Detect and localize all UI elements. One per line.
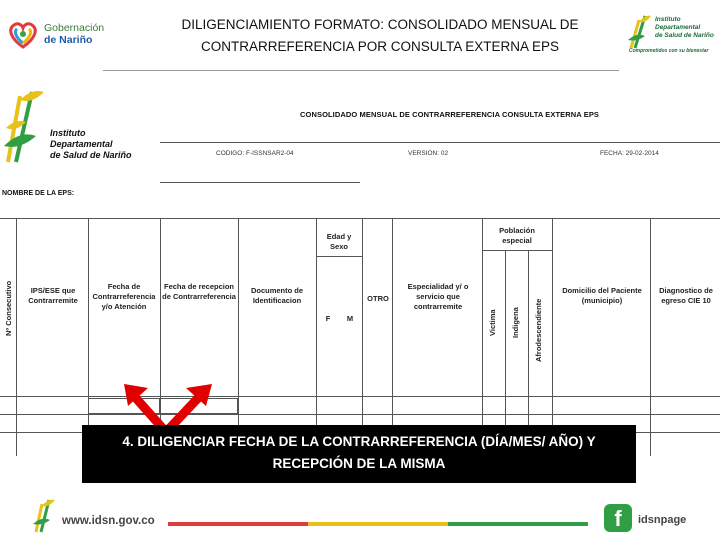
gobernacion-line2: de Nariño <box>44 34 93 46</box>
col-domicilio: Domicilio del Paciente (municipio) <box>562 286 642 305</box>
table-rule <box>0 218 720 219</box>
instruction-line-1: 4. DILIGENCIAR FECHA DE LA CONTRARREFERENCIA (DÍA/MES/ AÑO) Y <box>122 434 596 449</box>
table-col-line <box>552 218 553 456</box>
idsn-line2: Departamental <box>655 24 701 31</box>
form-logo-line3: de Salud de Nariño <box>50 150 132 160</box>
table-col-line <box>238 218 239 456</box>
facebook-icon[interactable]: f <box>604 504 632 532</box>
heart-logo-icon <box>6 17 40 51</box>
footer <box>0 492 720 540</box>
wheat-logo-icon <box>625 10 659 50</box>
idsn-text <box>655 16 714 40</box>
col-ips: IPS/ESE que Contrarremite <box>28 286 78 305</box>
facebook-page-label[interactable]: idsnpage <box>638 514 687 526</box>
col-especialidad: Especialidad y/ o servicio que contrarremite <box>407 282 469 311</box>
gobernacion-line1: Gobernación <box>44 22 105 34</box>
col-consecutivo: Nº Consecutivo <box>4 280 13 336</box>
col-fecha-contrarreferencia: Fecha de Contrarreferencia y/o Atención <box>92 282 156 311</box>
form-image <box>0 88 720 456</box>
col-victima: Victima <box>488 309 497 336</box>
col-otro: OTRO <box>367 294 389 303</box>
form-rule <box>160 142 720 143</box>
footer-bar <box>308 522 448 526</box>
gobernacion-logo <box>6 14 116 54</box>
form-date: FECHA: 29-02-2014 <box>600 150 659 157</box>
table-rule <box>0 414 720 415</box>
col-sexo-f: F <box>325 314 331 323</box>
table-col-line <box>482 218 483 456</box>
table-rule <box>482 250 552 251</box>
page-title <box>150 14 610 58</box>
idsn-slogan: Comprometidos con su bienestar <box>629 48 709 54</box>
table-rule <box>0 396 720 397</box>
col-sexo-m: M <box>346 314 354 323</box>
wheat-logo-icon <box>2 88 50 164</box>
footer-bar <box>448 522 588 526</box>
col-documento: Documento de Identificacion <box>250 286 304 305</box>
table-rule <box>316 256 362 257</box>
form-version: VERSION: 02 <box>408 150 449 157</box>
col-diagnostico: Diagnostico de egreso CIE 10 <box>659 286 713 305</box>
form-logo <box>2 88 162 168</box>
table-col-line <box>16 218 17 456</box>
title-line-1: DILIGENCIAMIENTO FORMATO: CONSOLIDADO MENSUAL DE <box>181 17 579 32</box>
form-rule <box>160 182 360 183</box>
wheat-logo-icon <box>32 496 58 534</box>
col-fecha-recepcion: Fecha de recepcion de Contrarreferencia <box>162 282 236 301</box>
idsn-line1: Instituto <box>655 16 681 23</box>
form-logo-text <box>50 128 132 161</box>
title-line-2: CONTRARREFERENCIA POR CONSULTA EXTERNA EPS <box>200 39 560 54</box>
form-code: CODIGO: F-ISSNSAR2-04 <box>216 150 294 157</box>
table-col-line <box>362 218 363 456</box>
col-afrodescendiente: Afrodescendiente <box>534 298 543 362</box>
form-logo-line1: Instituto <box>50 128 86 138</box>
gobernacion-text <box>44 22 104 46</box>
idsn-line3: de Salud de Nariño <box>655 32 714 39</box>
col-poblacion-especial: Población especial <box>499 226 535 245</box>
instruction-banner <box>82 425 636 483</box>
table-col-line <box>650 218 651 456</box>
instruction-line-2: RECEPCIÓN DE LA MISMA <box>272 456 446 471</box>
idsn-logo <box>625 10 715 58</box>
form-logo-line2: Departamental <box>50 139 113 149</box>
title-divider <box>103 70 619 71</box>
col-edad-sexo: Edad y Sexo <box>326 232 352 251</box>
col-indigena: Indigena <box>511 307 520 338</box>
form-title: CONSOLIDADO MENSUAL DE CONTRARREFERENCIA CONSULTA EXTERNA EPS <box>300 110 600 119</box>
footer-url[interactable]: www.idsn.gov.co <box>62 515 155 527</box>
table-col-line <box>88 218 89 456</box>
footer-bar <box>168 522 308 526</box>
table-col-line <box>392 218 393 456</box>
eps-label: NOMBRE DE LA EPS: <box>2 190 75 197</box>
table-col-line <box>316 218 317 456</box>
